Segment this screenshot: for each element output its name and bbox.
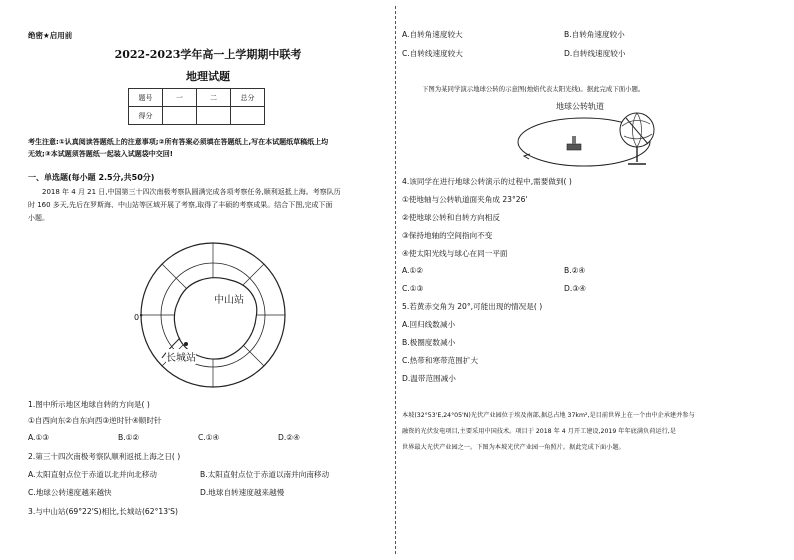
question-2-stem: 2.第三十四次南极考察队顺利返抵上海之日( ) (28, 452, 181, 461)
question-3-option-a[interactable]: A.自转角速度较大 (402, 30, 463, 39)
option-d[interactable]: D.②④ (278, 433, 300, 442)
left-column (28, 0, 388, 560)
question-3-option-b[interactable]: B.自转角速度较小 (564, 30, 625, 39)
question-2-option-d[interactable]: D.地球自转速度越来越慢 (200, 488, 285, 497)
question-2-option-a[interactable]: A.太阳直射点位于赤道以北并向北移动 (28, 470, 157, 479)
question-3-stem: 3.与中山站(69°22'S)相比,长城站(62°13'S) (28, 507, 178, 516)
score-cell: 题号 (129, 89, 163, 107)
score-cell: 总分 (231, 89, 265, 107)
score-cell: 一 (163, 89, 197, 107)
score-table (128, 88, 265, 125)
score-table-header-row (129, 89, 265, 107)
passage-2-intro: 下图为某同学演示地球公转的示意图(烛焰代表太阳光线)。据此完成下面小题。 (422, 85, 645, 93)
question-2-option-b[interactable]: B.太阳直射点位于赤道以南并向南移动 (200, 470, 330, 479)
confidential-mark: 绝密★启用前 (28, 31, 73, 40)
question-1-statements: ①自西向东②自东向西③逆时针④顺时针 (28, 416, 162, 425)
question-2-option-c[interactable]: C.地球公转速度越来越快 (28, 488, 112, 497)
score-table-score-row (129, 107, 265, 125)
question-5-stem: 5.若黄赤交角为 20°,可能出现的情况是( ) (402, 302, 543, 311)
option-c[interactable]: C.①④ (198, 433, 220, 442)
question-4-statement: ③保持地轴的空间指向不变 (402, 231, 493, 240)
zhongshan-station-label: 中山站 (214, 291, 244, 306)
changcheng-station-label: 长城站 (166, 349, 196, 364)
longitude-label: 0° (134, 313, 144, 322)
exam-title: 2022-2023学年高一上学期期中联考 (114, 48, 302, 61)
candidate-notice (28, 136, 388, 160)
question-4-option-c[interactable]: C.①③ (402, 284, 424, 293)
option-a[interactable]: A.①③ (28, 433, 50, 442)
question-4-stem: 4.该同学在进行地球公转演示的过程中,需要做到( ) (402, 177, 572, 186)
question-5-option-d[interactable]: D.温带范围减小 (402, 374, 456, 383)
option-b[interactable]: B.①② (118, 433, 140, 442)
passage-line: 小题。 (28, 214, 49, 222)
question-4-statement: ④使太阳光线与球心在同一平面 (402, 249, 508, 258)
question-4-statement: ①使地轴与公转轨道面夹角成 23°26' (402, 195, 528, 204)
section-heading: 一、单选题(每小题 2.5分,共50分) (28, 173, 155, 182)
antarctic-polar-map (138, 240, 288, 390)
question-5-option-a[interactable]: A.回归线数减小 (402, 320, 456, 329)
column-divider (395, 6, 396, 554)
score-cell: 二 (197, 89, 231, 107)
notice-line: 考生注意:①认真阅读答题纸上的注意事项;②所有答案必须填在答题纸上,写在本试题纸草稿纸上均 (28, 138, 329, 146)
earth-orbit-diagram (512, 100, 672, 180)
orbit-label: 地球公转轨道 (556, 102, 604, 111)
passage-line: 2018 年 4 月 21 日,中国第三十四次南极考察队圆满完成各项考察任务,顺利返抵上海。考察队历 (42, 188, 341, 196)
passage-line: 融资的光伏发电项目,主要采用中国技术。项目于 2018 年 4 月开工建设,2019 年年底满负荷运行,是 (402, 428, 676, 435)
exam-subject: 地理试题 (186, 70, 230, 83)
question-5-option-b[interactable]: B.极圈度数减小 (402, 338, 456, 347)
passage-3 (402, 408, 695, 456)
score-cell (163, 107, 197, 125)
question-4-option-d[interactable]: D.③④ (564, 284, 586, 293)
question-5-option-c[interactable]: C.热带和寒带范围扩大 (402, 356, 479, 365)
score-cell (231, 107, 265, 125)
score-cell (197, 107, 231, 125)
question-3-option-d[interactable]: D.自转线速度较小 (564, 49, 626, 58)
score-cell: 得分 (129, 107, 163, 125)
question-4-option-b[interactable]: B.②④ (564, 266, 586, 275)
question-3-option-c[interactable]: C.自转线速度较大 (402, 49, 463, 58)
question-1-stem: 1.图中所示地区地球自转的方向是( ) (28, 400, 150, 409)
question-4-option-a[interactable]: A.①② (402, 266, 424, 275)
notice-line: 无效;③本试题须答题纸一起装入试题袋中交回! (28, 150, 173, 158)
passage-line: 本坡(32°53'E,24°05'N)光伏产业园位于埃及南部,据总占地 37km²,是目前世界上在一个由中企承建并参与 (402, 412, 695, 419)
passage-line: 时 160 多天,先后在罗斯海、中山站等区域开展了考察,取得了丰硕的考察成果。结合下图,完成下面 (28, 201, 333, 209)
right-column (402, 0, 772, 560)
question-4-statement: ②使地球公转和自转方向相反 (402, 213, 500, 222)
passage-line: 世界最大光伏产业园之一。下图为本坡光伏产业园一角照片。据此完成下面小题。 (402, 444, 625, 451)
passage-1 (28, 186, 388, 225)
